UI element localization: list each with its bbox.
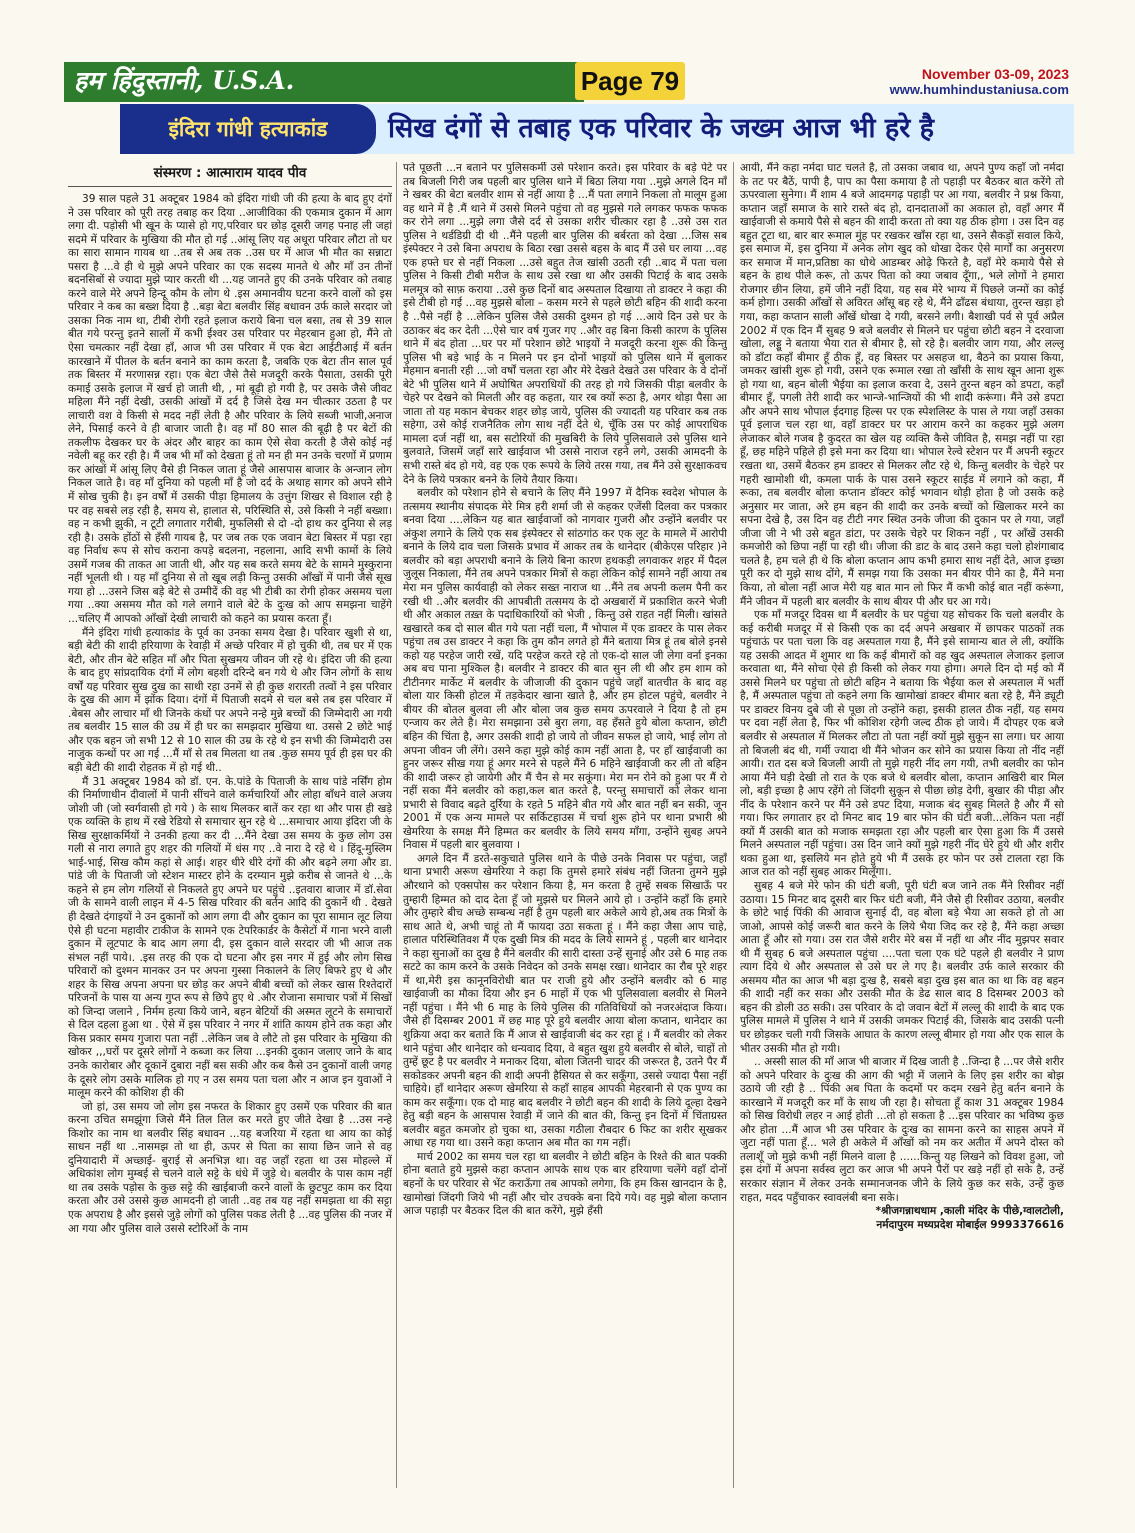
website-link[interactable]: www.humhindustaniusa.com (889, 82, 1069, 97)
article-paragraph: मैं 31 अक्टूबर 1984 को डॉ. एन. के.पांडे के पिताजी के साथ पांडे नर्सिंग होम की निर्माणाधीन दीवालों में पानी सींचने वाले कर्मचारियों और लोहा बाँधने वाले अजय जोशी जी (जो स्वर्गवासी हो गये ) के साथ मिलकर बातें कर रहा था और पास ही खड़े एक व्यक्ति के हाथ में रखे रेडियो से समाचार सुन रहे थे ...समाचार आया इंदिरा जी के सिख सुरक्षाकर्मियों ने उनकी हत्या कर दी ...मैंने देखा उस समय के कुछ लोग उस गली से नारा लगाते हुए शहर की गलियों में धंस गए ..वे नारा दे रहे थे । हिंदू-मुस्लिम भाई-भाई, सिख कौम कहां से आई। शहर धीरे धीरे दंगों की और बढ़ने लगा और डा. पांडे जी के पिताजी जो स्टेशन मास्टर होने के दरम्यान मुझे करीब से जानते थे ...के कहने से हम लोग गलियों से निकलते हुए अपने घर पहुंचे ..इतवारा बाजार में डॉ.सेवा जी के सामने वाली लाइन में 4-5 सिख परिवार की बर्तन आदि की दुकानें थी . देखते ही देखते दंगाइयों ने उन दुकानों को आग लगा दी और दुकान का पूरा सामान लूट लिया ऐसे ही घटना महावीर टाकीज के सामने एक टेपरिकार्डर के कैसेटों में गाना भरने वाली दुकान में लूटपाट के बाद आग लगा दी, इस दुकान वाले सरदार जी भी आज तक संभल नहीं पाये।. .इस तरह की एक दो घटना और इस नगर में हुई और लोग सिख परिवारों को दुश्मन मानकर उन पर अपना गुस्सा निकालने के लिए बिफरे हुए थे और शहर के सिख अपना अपना घर छोड़ कर अपने बीबी बच्चों को लेकर खास रिश्तेदारों परिजनों के पास या अन्य गुप्त रूप से छिपे हुए थे .और रोजाना समाचार पत्रों में सिखों को जिन्दा जलाने , निर्मम हत्या किये जाने, बहन बेटियों की अस्मत लूटने के समाचारों से दिल दहला हुआ था . ऐसे में इस परिवार ने नगर में शांति कायम होने तक कहा और किस प्रकार समय गुजारा पता नहीं ..लेकिन जब वे लौटे तो इस परिवार के मुखिया की खोकर ,,,घरों पर दूसरे लोगों ने कब्जा कर लिया ...इनकी दुकान जलाए जाने के बाद उनके कारोबार और दूकानें दुबारा नहीं बस सकी और कब कैसे उन दुकानों वाली जगह के दूसरे लोग उसके मालिक हो गए न उस समय पता चला और न आज इन युवाओं ने मालूम करने की कोशिश ही की (68, 775, 392, 1100)
article-byline: संस्मरण : आत्माराम यादव पीव (68, 162, 392, 187)
article-paragraph: 39 साल पहले 31 अक्टूबर 1984 को इंदिरा गांधी जी की हत्या के बाद हुए दंगों ने उस परिवार को पूरी तरह तबाह कर दिया ..आजीविका की एकमात्र दुकान में आग लगा दी. पड़ोसी भी खून के प्यासे हो गए,परिवार घर छोड़ दूसरी जगह पनाह ली जहां सदमे में परिवार के मुखिया की मौत हो गई ..आंसू लिए यह अधूरा परिवार लौटा तो घर का सारा सामान गायब था ..तब से अब तक ..उस घर में आज भी मौत का सन्नाटा पसरा है ...वे ही थे मुझे अपने परिवार का एक सदस्य मानते थे और माँ उन तीनों बदनसिबों से ज्यादा मुझे प्यार करती थी ...यह जानते हुए की उनके परिवार को तबाह करने वाले मेरे अपने हिन्दू कौम के लोग थे .इस अमानवीय घटना करने वालों को इस परिवार ने कब का बख्श दिया है ..बड़ा बेटा बलवीर सिंह बधावन उर्फ काले सरदार जो उसका निक नाम था, टीबी रोगी रहते इलाज कराये बिना चल बसा, तब से 39 साल बीत गये परन्तु इतने सालों में कभी ईश्वर उस परिवार पर मेहरबान हुआ हो, मैंने तो ऐसा चमत्कार नहीं देखा हाँ, आज भी उस परिवार में एक बेटा आईटीआई में बर्तन कारखाने में पीतल के बर्तन बनाने का काम करता है, जबकि एक बेटा तीन साल पूर्व तक बिस्तर में मरणासन्न रहा। एक बेटा जैसे तैसे मजदूरी करके पैसाता, उसकी पूरी कमाई उसके इलाज में खर्च हो जाती थी, , मां बूढ़ी हो गयी है, पर उसके जैसे जीवट महिला मैंने नहीं देखी, उसकी आंखों में दर्द है जिसे देख मन चीत्कार उठता है पर लाचारी वश वे किसी से मदद नहीं लेती है और परिवार के लिये सब्जी भाजी,अनाज लेने, पिसाई करने वे ही बाजार जाती है। वह माँ 80 साल की बूढ़ी है पर बेटों की तकलीफ देखकर घर के अंदर और बाहर का काम ऐसे सेवा करती है जैसे कोई नई नवेली बहू कर रही है। मैं जब भी माँ को देखता हूं तो मन ही मन उनके चरणों में प्रणाम कर आंखों में आंसू लिए वैसे ही निकल जाता हूं जैसे आसपास बाजार के अन्जान लोग निकल जाते है। वह माँ दुनिया को पहली माँ है जो दर्द के अथाह सागर को अपने सीने में सोख चुकी है। इन वर्षों में उसकी पीड़ा हिमालय के उत्तुंग शिखर से विशाल रही है पर वह सबसे लड़ रही है, समय से, हालात से, परिस्थिति से, उसे किसी ने नहीं बख्शा। वह न कभी झुकी, न टूटी लगातार गरीबी, मुफलिसी से दो -दो हाथ कर दुनिया से लड़ रही है। उसके होंठों से हँसी गायब है, पर जब तक एक जवान बेटा बिस्तर में पड़ा रहा वह निर्वाध रूप से सोच कराना कपड़े बदलना, नहलाना, आदि सभी कामों के लिये उसमें गजब की ताकत आ जाती थी, और यह सब करते समय बेटे के सामने मुस्कुराना नहीं भूलती थी । यह माँ दुनिया से तो खूब लड़ी किन्तु उसकी आँखों में पानी जैसे सूख गया हो ...उसने जिस बड़े बेटे से उम्मीदें की वह भी टीबी का रोगी होकर असमय चला गया ..क्या असमय मौत को गले लगाने वाले बेटे के दुःख को आप समझना चाहेंगे ...चलिए मैं आपको आँखों देखी लाचारी को कहने का प्रयास करता हूँ। (68, 193, 392, 625)
newspaper-brand: हम हिंदुस्तानी, U.S.A. (74, 66, 295, 95)
article-kicker: इंदिरा गांधी हत्याकांड (120, 104, 376, 154)
article-paragraph: मार्च 2002 का समय चल रहा था बलवीर ने छोटी बहिन के रिश्ते की बात पक्की होना बताते हुये मुझसे कहा कप्तान आपके साथ एक बार हरियाणा चलेंगे वहाँ दोनों बहनों के घर परिवार से भेंट कराऊँगा तब आपको लगेगा, कि हम किस खानदान के है, खामोखां जिंदगी जिये भी नहीं और चोर उचक्के बना दिये गये। वह मुझे बोला कप्तान आज पहाड़ी पर बैठकर दिल की बात करेंगे, मुझे हँसी (403, 1150, 727, 1218)
article-column-3 (740, 162, 1064, 1488)
article-paragraph: जो हां, उस समय जो लोग इस नफरत के शिकार हुए उसमें एक परिवार की बात करना उचित समझूंगा जिसे मैंने तिल तिल कर मरते हुए जीते देखा है ...उस नन्हे किशोर का नाम था बलवीर सिंह बधावन ...यह बजरिया में रहता था आय का कोई साधन नहीं था ..नासमझ तो था ही, ऊपर से पिता का साया छिन जाने से वह दुनियादारी में अच्छाई- बुराई से अनभिज्ञ था। वह जहाँ रहता था उस मोहल्ले में अधिकांश लोग मुम्बई से चलने वाले सट्टे के धंधे में जुड़े थे। बलवीर के पास काम नहीं था तब उसके पड़ोस के कुछ सट्टे की खाईबाजी करने वालों के छुटपुट काम कर दिया करता और उसे उससे कुछ आमदनी हो जाती ..वह तब यह नहीं समझता था की सट्टा एक अपराध है और इससे जुड़े लोगों को पुलिस पकड लेती है ...वह पुलिस की नजर में आ गया और पुलिस वाले उससे स्टोरिओं के नाम (68, 1100, 392, 1235)
author-address: *श्रीजगन्नाथधाम ,काली मंदिर के पीछे,ग्वालटोली, (875, 1205, 1064, 1218)
column-divider (733, 162, 734, 1488)
article-paragraph: अगले दिन मैं डरते-सकुचाते पुलिस थाने के पीछे उनके निवास पर पहुंचा, जहाँ थाना प्रभारी अरूण खेमरिया ने कहा कि तुमसे हमारे संबंध नहीं जितना तुमने मुझे औरथाने को एक्सपोस कर परेशान किया है, मन करता है तुम्हें सबक सिखाऊँ पर तुम्हारी हिम्मत को दाद देता हूँ जो मुझसे घर मिलने आये हो । उन्होंने कहाँ कि हमारे और तुम्हारे बीच अच्छे सम्बन्ध नहीं है तुम पहली बार अकेले आये हो,अब तक मित्रों के साथ आते थे, अभी चाहूं तो मैं फायदा उठा सकता हूं । मैंने कहा जैसा आप चाहे, हालात परिस्थितिवश मैं एक दुखी मित्र की मदद के लिये सामने हूं , पहली बार थानेदार ने कहा सुनाओं का दुख है मैंने बलवीर की सारी दास्ता उन्हें सुनाई और उसे 6 माह तक सटटे का काम करने के उसके निवेदन को उनके समक्ष रखा। थानेदार का रौब पूरे शहर में था,मेरी इस कानूनविरोधी बात पर राजी हुये और उन्होंने बलवीर को 6 माह खाईवाजी का मौका दिया और इन 6 माहों में एक भी पुलिसवाला बलवीर से मिलने नहीं पहुंचा । मैंने भी 6 माह के लिये पुलिस की गतिविधियों को नजरअंदाज किया। जैसे ही दिसम्बर 2001 में छह माह पूरे हुये बलवीर आया बोला कप्तान, थानेदार का शुक्रिया अदा कर बताते कि मैं आज से खाईवाजी बंद कर रहा हूं । मैं बलवीर को लेकर थाने पहुंचा और थानेदार को धन्यवाद दिया, वे बहुत खुश हुये बलवीर से बोले, चाहों तो तुम्हें छूट है पर बलवीर ने मनाकर दिया, बोला जितनी चादर की जरूरत है, उतने पैर मैं सकोडकर अपनी बहन की शादी अपनी हैसियत से कर सकूँगा, उससे ज्यादा पैसा नहीं चाहिये। हाँ थानेदार अरूण खेमरिया से कहाँ साहब आपकी मेहरबानी से एक पुण्य का काम कर सकूँगा। एक दो माह बाद बलवीर ने छोटी बहन की शादी के लिये दूल्हा देखने हेतु बड़ी बहन के आसपास रेवाड़ी में जाने की बात की, किन्तु इन दिनों में चिंताग्रस्त बलवीर बहुत कमजोर हो चुका था, उसका गठीला रौबदार 6 फिट का शरीर सूखकर आधा रह गया था। उसने कहा कप्तान अब मौत का गम नहीं। (403, 852, 727, 1150)
article-paragraph: .. अस्सी साल की माँ आज भी बाजार में दिख जाती है ..जिन्दा है ...पर जैसे शरीर को अपने परिवार के दुःख की आग की भट्टी में जलाने के लिए इस शरीर का बोझ उठाये जी रही है .. पिंकी अब पिता के कदमों पर कदम रखने हेतु बर्तन बनाने के कारखाने में मजदूरी कर माँ के साथ जी रहा है। सोचता हूँ काश 31 अक्टूबर 1984 को सिख विरोधी लहर न आई होती ...तो हो सकता है ...इस परिवार का भविष्य कुछ और होता ...मैं आज भी उस परिवार के दुःख का सामना करने का साहस अपने में जुटा नहीं पाता हूँ... भले ही अकेले में आँखों को नम कर अतीत में अपने दोस्त को तलाशूँ जो मुझे कभी नहीं मिलने वाला है ......किन्तु यह लिखने को विवश हुआ, जो इस दंगों में अपना सर्वस्व लुटा कर आज भी अपने पैरों पर खड़े नहीं हो सके है, उन्हें सरकार संज्ञान में लेकर उनके सम्मानजनक जीने के लिये कुछ कर सके, उन्हें कुछ राहत, मदद पहुँचाकर स्वावलंबी बना सके। (740, 1056, 1064, 1204)
article-paragraph: पते पूछती ...न बताने पर पुलिसकर्मी उसे परेशान करते। इस परिवार के बड़े पेटे पर तब बिजली गिरी जब पहली बार पुलिस थाने में बिठा लिया गया ..मुझे अगले दिन माँ ने खबर की बेटा बलवीर शाम से नहीं आया है ...मैं पता लगाने निकला तो मालूम हुआ वह थाने में है .मैं थाने में उससे मिलने पहुंचा तो वह मुझसे गले लगकर फफक फफक कर रोने लगा ...मुझे लगा जैसे दर्द से उसका शरीर चीत्कार रहा है ..उसे उस रात पुलिस ने थर्डडिग्री दी थी ..मैंने पहली बार पुलिस की बर्बरता को देखा ...जिस सब इंस्पेक्टर ने उसे बिना अपराध के बिठा रखा उससे बहस के बाद मैं उसे घर लाया ...वह एक हफ्ते घर से नहीं निकला ...उसे बहुत तेज खांसी उठती रही ..बाद में पता चला पुलिस ने किसी टीबी मरीज के साथ उसे रखा था और उसकी पिटाई के बाद उसके मलमूत्र को साफ़ कराया ..उसे कुछ दिनों बाद अस्पताल दिखाया तो डाक्टर ने कहा की इसे टीबी हो गई ...वह मुझसे बोला – कसम मरने से पहले छोटी बहिन की शादी करना है ..पैसे नहीं है ...लेकिन पुलिस जैसे उसकी दुश्मन हो गई ...आये दिन उसे घर के उठाकर बंद कर देती ...ऐसे चार वर्ष गुजर गए ..और वह बिना किसी कारण के पुलिस थाने में बंद होता ...घर पर माँ परेशान छोटे भाइयों ने मजदूरी करना शुरू की किन्तु पुलिस भी बड़े भाई के न मिलने पर इन दोनों भाइयों को पुलिस थाने में बुलाकर मेहमान बनाती रही ...जो वर्षों चलता रहा और मेरे देखते देखते उस परिवार के वे दोनों बेटे भी पुलिस थाने में अघोषित अपराधियों की तरह हो गये जिसकी पीड़ा बलवीर के चेहरे पर देखने को मिलती और वह कहता, यार रब क्यों रूठा है, अगर थोड़ा पैसा आ जाता तो यह मकान बेचकर शहर छोड़ जाये, पुलिस की ज्यादती यह परिवार कब तक सहेगा, उसे कोई राजनैतिक लोग साथ नहीं देते थे, चूँकि उस पर कोई आपराधिक मामला दर्ज नहीं था, बस सटोरियों की मुखबिरी के लिये पुलिसवाले उसे पुलिस थाने बुलवाते, जिसमें जहाँ सारे खाईवाज भी उससे नाराज रहने लगे, उसकी आमदनी के सभी रास्ते बंद हो गये, वह एक एक रूपये के लिये तरस गया, तब मैंने उसे सुरक्षाकवच देने के लिये पत्रकार बनने के लिये तैयार किया। (403, 162, 727, 486)
masthead (0, 0, 1135, 100)
article-paragraph: आयी, मैंने कहा नर्मदा घाट चलते है, तो उसका जबाव था, अपने पुण्य कहाँ जो नर्मदा के तट पर बैठें, पापी है, पाप का पैसा कमाया है तो पहाड़ी पर बैठकर बात करेंगे तो ऊपरवाला सुनेगा। मैं शाम 4 बजे आदमगढ़ पहाड़ी पर आ गया, बलवीर ने प्रश्न किया, कप्तान जहाँ समाज के सारे रास्ते बंद हो, दानदाताओं का अकाल हो, वहाँ अगर मैं खाईवाजी से कमाये पैसे से बहन की शादी करता तो क्या यह ठीक होगा । उस दिन वह बहुत टूटा था, बार बार रूमाल मुंह पर रखकर खाँस रहा था, उसने सैकड़ों सवाल किये, इस समाज में, इस दुनिया में अनेक लोग खुद को धोखा देकर ऐसे मार्गों का अनुसरण कर समाज में मान,प्रतिष्ठा का धोथे आडम्बर ओढ़े फिरते है, वहाँ मेरे कमाये पैसे से बहन के हाथ पीले करू, तो ऊपर पिता को क्या जबाव दूँगा,, भले लोगों ने हमारा रोजगार छीन लिया, हमें जीने नहीं दिया, यह सब मेरे भाग्य में पिछले जन्मों का कोई कर्म होगा। उसकी आँखों से अविरत आँसू बह रहे थे, मैंने ढाँढस बंधाया, तुरन्त खड़ा हो गया, कहा कप्तान साली आँखें धोखा दे गयी, बरसने लगी। बैशाखी पर्व से पूर्व अप्रैल 2002 में एक दिन मैं सुबह 9 बजे बलवीर से मिलने घर पहुंचा छोटी बहन ने दरवाजा खोला, लड्डू ने बताया भैया रात से बीमार है, सो रहे है। बलवीर जाग गया, और लल्लू को डाँटा कहाँ बीमार हूँ ठीक हूँ, वह बिस्तर पर असहज था, बैठने का प्रयास किया, जमकर खांसी शुरू हो गयी, उसने एक रूमाल रखा तो खाँसी के साथ खून आना शुरू हो गया था, बहन बोली भैईया का इलाज करवा दे, उसने तुरन्त बहन को डपटा, कहाँ बीमार हूँ, पगली तेरी शादी कर भान्जे-भान्जियों की भी शादी करूंगा। मैंने उसे डपटा और अपने साथ भोपाल ईदगाह हिल्स पर एक स्पेशलिस्ट के पास ले गया जहाँ उसका पूर्व इलाज चल रहा था, वहाँ डाक्टर घर पर आराम करने का कहकर मुझे अलग लेजाकर बोले गजब है कुदरत का खेल यह व्यक्ति कैसे जीवित है, समझ नहीं पा रहा हूँ, छह महिने पहिले ही इसे मना कर दिया था। भोपाल रेल्वे स्टेशन पर मैं अपनी स्कूटर रखता था, उसमें बैठकर हम डाक्टर से मिलकर लौट रहे थे, किन्तु बलवीर के चेहरे पर गहरी खामोशी थी, कमला पार्क के पास उसने स्कूटर साईड में लगाने को कहा, मैं रूका, तब बलवीर बोला कप्तान डॉक्टर कोई भगवान थोड़ी होता है जो उसके कहे अनुसार मर जाता, अरे हम बहन की शादी कर उनके बच्चों को खिलाकर मरने का सपना देखे है, उस दिन वह टीटी नगर स्थित उनके जीजा की दुकान पर ले गया, जहाँ जीजा जी ने भी उसे बहुत डांटा, पर उसके चेहरे पर शिकन नहीं , पर आँखें उसकी कमजोरी को छिपा नहीं पा रही थी। जीजा की डाट के बाद उसने कहा चलो होशंगाबाद चलते है, हम चले ही थे कि बोला कप्तान आप कभी हमारा साथ नहीं देते, आज इच्छा पूरी कर दो मुझे साथ दोंगे, मैं समझ गया कि उसका मन बीयर पीने का है, मैंने मना किया, तो बोला नहीं आज मेरी यह बात मान लो फिर मैं कभी कोई बात नहीं करूंगा, मैंने जीवन में पहली बार बलवीर के साथ बीयर पी और घर आ गये। (740, 162, 1064, 608)
column-divider (396, 162, 397, 1488)
issue-date: November 03-09, 2023 (921, 66, 1069, 82)
author-contact: नर्मदापुरम मध्यप्रदेश मोबाईल 9993376616 (876, 1218, 1064, 1231)
page-number: Page 79 (575, 62, 685, 100)
article-paragraph: एक माँ मजदूर दिवस था मैं बलवीर के घर पहुंचा यह सोचकर कि चलो बलवीर के कई करीबी मजदूर में से किसी एक का दर्द अपने अखबार में छापकर पाठकों तक पहुंचाऊं पर पता चला कि वह अस्पताल गया है, मैंने इसे सामान्य बात ले ली, क्योंकि यह उसकी आदत में शुमार था कि कई बीमारों को वह खुद अस्पताल लेजाकर इलाज करवाता था, मैंने सोचा ऐसे ही किसी को लेकर गया होगा। अगले दिन दो मई को मैं उससे मिलने घर पहुंचा तो छोटी बहिन ने बताया कि भैईया कल से अस्पताल में भर्ती है, मैं अस्पताल पहुंचा तो कहने लगा कि खामोखां डाक्टर बीमार बता रहे है, मैंने ड्यूटी पर डाक्टर विनय दुबे जी से पूछा तो उन्होंने कहा, इसकी हालत ठीक नहीं, यह समय पर दवा नहीं लेता है, फिर भी कोशिश रहेगी जल्द ठीक हो जाये। मैं दोपहर एक बजे बलवीर से अस्पताल में मिलकर लौटा तो पता नहीं क्यों मुझे सुकून सा लगा। घर आया तो बिजली बंद थी, गर्मी ज्यादा थी मैंने भोजन कर सोने का प्रयास किया तो नींद नहीं आयी। रात दस बजे बिजली आयी तो मुझे गहरी नींद लग गयी, तभी बलवीर का फोन आया मैंने घड़ी देखी तो रात के एक बजे थे बलवीर बोला, कप्तान आखिरी बार मिल लो, बड़ी इच्छा है आप रहेंगे तो जिंदगी सुकून से पीछा छोड़ देगी, बुखार की पीड़ा और नींद के परेशान करने पर मैंने उसे डपट दिया, मजाक बंद सुबह मिलते है और मैं सो गया। फिर लगातार हर दो मिनट बाद 19 बार फोन की घंटी बजी...लेकिन पता नहीं क्यों मैं उसकी बात को मजाक समझता रहा और पहली बार ऐसा हुआ कि मैं उससे मिलने अस्पताल नहीं पहुंचा। उस दिन जाने क्यों मुझे गहरी नींद घेरे हुये थी और शरीर थका हुआ था, इसलिये मन होते हुये भी मैं उसके हर फोन पर उसे टालता रहा कि आज रात को नहीं सुबह आकर मिलूँगा।. (740, 609, 1064, 879)
article-paragraph: मैंने इंदिरा गांधी हत्याकांड के पूर्व का उनका समय देखा है। परिवार खुशी से था, बड़ी बेटी की शादी हरियाणा के रेवाड़ी में अच्छे परिवार में हो चुकी थी, तब घर में एक बेटी, और तीन बेटे सहित माँ और पिता सुखमय जीवन जी रहे थे। इंदिरा जी की हत्या के बाद हुए सांप्रदायिक दंगों में लोग बहशी दरिन्दे बन गये थे और जिन लोगों के साथ वर्षों यह परिवार सुख दुख का साथी रहा उनमें से ही कुछ शरारती तत्वों ने इस परिवार के दुख की आग में झोंक दिया। दंगों में पिताजी सदमे से चल बसे तब इस परिवार में .बेबस और लाचार माँ थी जिनके कंधों पर अपने नन्हे मुन्ने बच्चों की जिम्मेदारी आ गयी तब बलवीर 15 साल की उम्र में ही घर का समझदार मुखिया था. उससे 2 छोटे भाई और एक बहन जो सभी 12 से 10 साल की उम्र के रहे थे इन सभी की जिम्मेदारी उस नाजुक कन्धों पर आ गई ...मैं माँ से तब मिलता था तब .कुछ समय पूर्व ही इस घर की बड़ी बेटी की शादी रोहतक में हो गई थी.. (68, 626, 392, 774)
article-paragraph: बलवीर को परेशान होने से बचाने के लिए मैंने 1997 में दैनिक स्वदेश भोपाल के तत्समय स्थानीय संपादक मेरे मित्र हरी शर्मा जी से कहकर एजेंसी दिलवा कर पत्रकार बनवा दिया ....लेकिन यह बात खाईवाजों को नागवार गुजरी और उन्होंने बलवीर पर अंकुश लगाने के लिये एक सब इंस्पेक्टर से सांठगांठ कर एक लूट के मामले में आरोपी बनाने के लिये दाव चला जिसके प्रभाव में आकर तब के थानेदार (बीकेएस परिहार )ने बलवीर को बड़ा अपराधी बनाने के लिये बिना कारण हथकड़ी लगवाकर शहर में पैदल जुलूस निकाला, मैंने तब अपने पत्रकार मित्रों से कहा लेकिन कोई सामने नहीं आया तब मेरा मन पुलिस कार्यवाही को लेकर सख्त नाराज था ..मैंने तब अपनी कलम पैनी कर रखी थी ..और बलवीर की आपबीती तत्समय के दो अखबारों में प्रकाशित करने भेजी थी और अकाल तख़्त के पदाधिकारियों को भेजी , किन्तु उसे राहत नहीं मिली। खांसते खखारते कब दो साल बीत गये पता नहीं चला, मैं भोपाल में एक डाक्टर के पास लेकर पहुंचा तब उस डाक्टर ने कहा कि तुम कौन लगते हो मैंने बताया मित्र हूं तब बोले इनसे कहो यह परहेज जारी रखें, यदि परहेज करते रहे तो एक-दो साल जी लेगा वर्ना इनका अब बच पाना मुश्किल है। बलवीर ने डाक्टर की बात सुन ली थी और हम शाम को टीटीनगर मार्केट में बलवीर के जीजाजी की दुकान पहुंचे जहाँ बातचीत के बाद वह बोला यार किसी होटल में तड़केदार खाना खाते है, और हम होटल पहुंचे, बलवीर ने बीयर की बोतल बुलवा ली और बोला जब कुछ समय ऊपरवाले ने दिया है तो हम एन्जाय कर लेते है। मेरा समझाना उसे बुरा लगा, वह हँसते हुये बोला कप्तान, छोटी बहिन की चिंता है, अगर उसकी शादी हो जाये तो जीवन सफल हो जाये, भाई लोग तो अपना जीवन जी लेंगे। उसने कहा मुझे कोई काम नहीं आता है, पर हाँ खाईवाजी का हुनर जरूर सीख गया हूं अगर मरने से पहले मैंने 6 महिने खाईवाजी कर ली तो बहिन की शादी जरूर हो जायेगी और मैं चैन से मर सकूंगा। मेरा मन रोने को हुआ पर मैं रो नहीं सका मैंने बलवीर को कहा,कल बात करते है, परन्तु समाचारों को लेकर थाना प्रभारी से विवाद बढ़ते दुर्रिया के रहते 5 महिने बीत गये और बात नहीं बन सकी, जून 2001 में एक अन्य मामले पर सर्किटहाउस में चर्चा शुरू होने पर थाना प्रभारी श्री खेमरिया के समक्ष मैंने हिम्मत कर बलवीर के लिये समय माँगा, उन्होंने सुबह अपने निवास में पहली बार बुलवाया । (403, 487, 727, 852)
article-paragraph: सुबह 4 बजे मेरे फोन की घंटी बजी, पूरी घंटी बज जाने तक मैंने रिसीवर नहीं उठाया। 15 मिनट बाद दूसरी बार फिर घंटी बजी, मैंने जैसे ही रिसीवर उठाया, बलवीर के छोटे भाई पिंकी की आवाज सुनाई दी, वह बोला बड़े भैया आ सकते हो तो आ जाओ, आपसे कोई जरूरी बात करने के लिये भैया जिद कर रहे है, मैंने कहा अच्छा आता हूँ और सो गया। उस रात जैसे शरीर मेरे बस में नहीं था और नींद मुझपर सवार थी मैं सुबह 6 बजे अस्पताल पहुंचा ....पता चला एक घंटे पहले ही बलवीर ने प्राण त्याग दिये थे और अस्पताल से उसे घर ले गए है। बलवीर उर्फ काले सरकार की असमय मौत का आज भी बड़ा दुःख है, सबसे बड़ा दुख इस बात का था कि वह बहन की शादी नहीं कर सका और उसकी मौत के डेढ साल बाद 8 दिसम्बर 2003 को बहन की डोली उठ सकी। उस परिवार के दो जवान बेटों में लल्लू की शादी के बाद एक पुलिस मामले में पुलिस ने थाने में उसकी जमकर पिटाई की, जिसके बाद उसकी पत्नी घर छोड़कर चली गयी जिसके आघात के कारण लल्लू बीमार हो गया और एक साल के भीतर उसकी मौत हो गयी। (740, 879, 1064, 1055)
article-column-1 (68, 162, 392, 1488)
article-column-2 (403, 162, 727, 1488)
article-headline: सिख दंगों से तबाह एक परिवार के जख्म आज भी हरे है (388, 113, 935, 144)
